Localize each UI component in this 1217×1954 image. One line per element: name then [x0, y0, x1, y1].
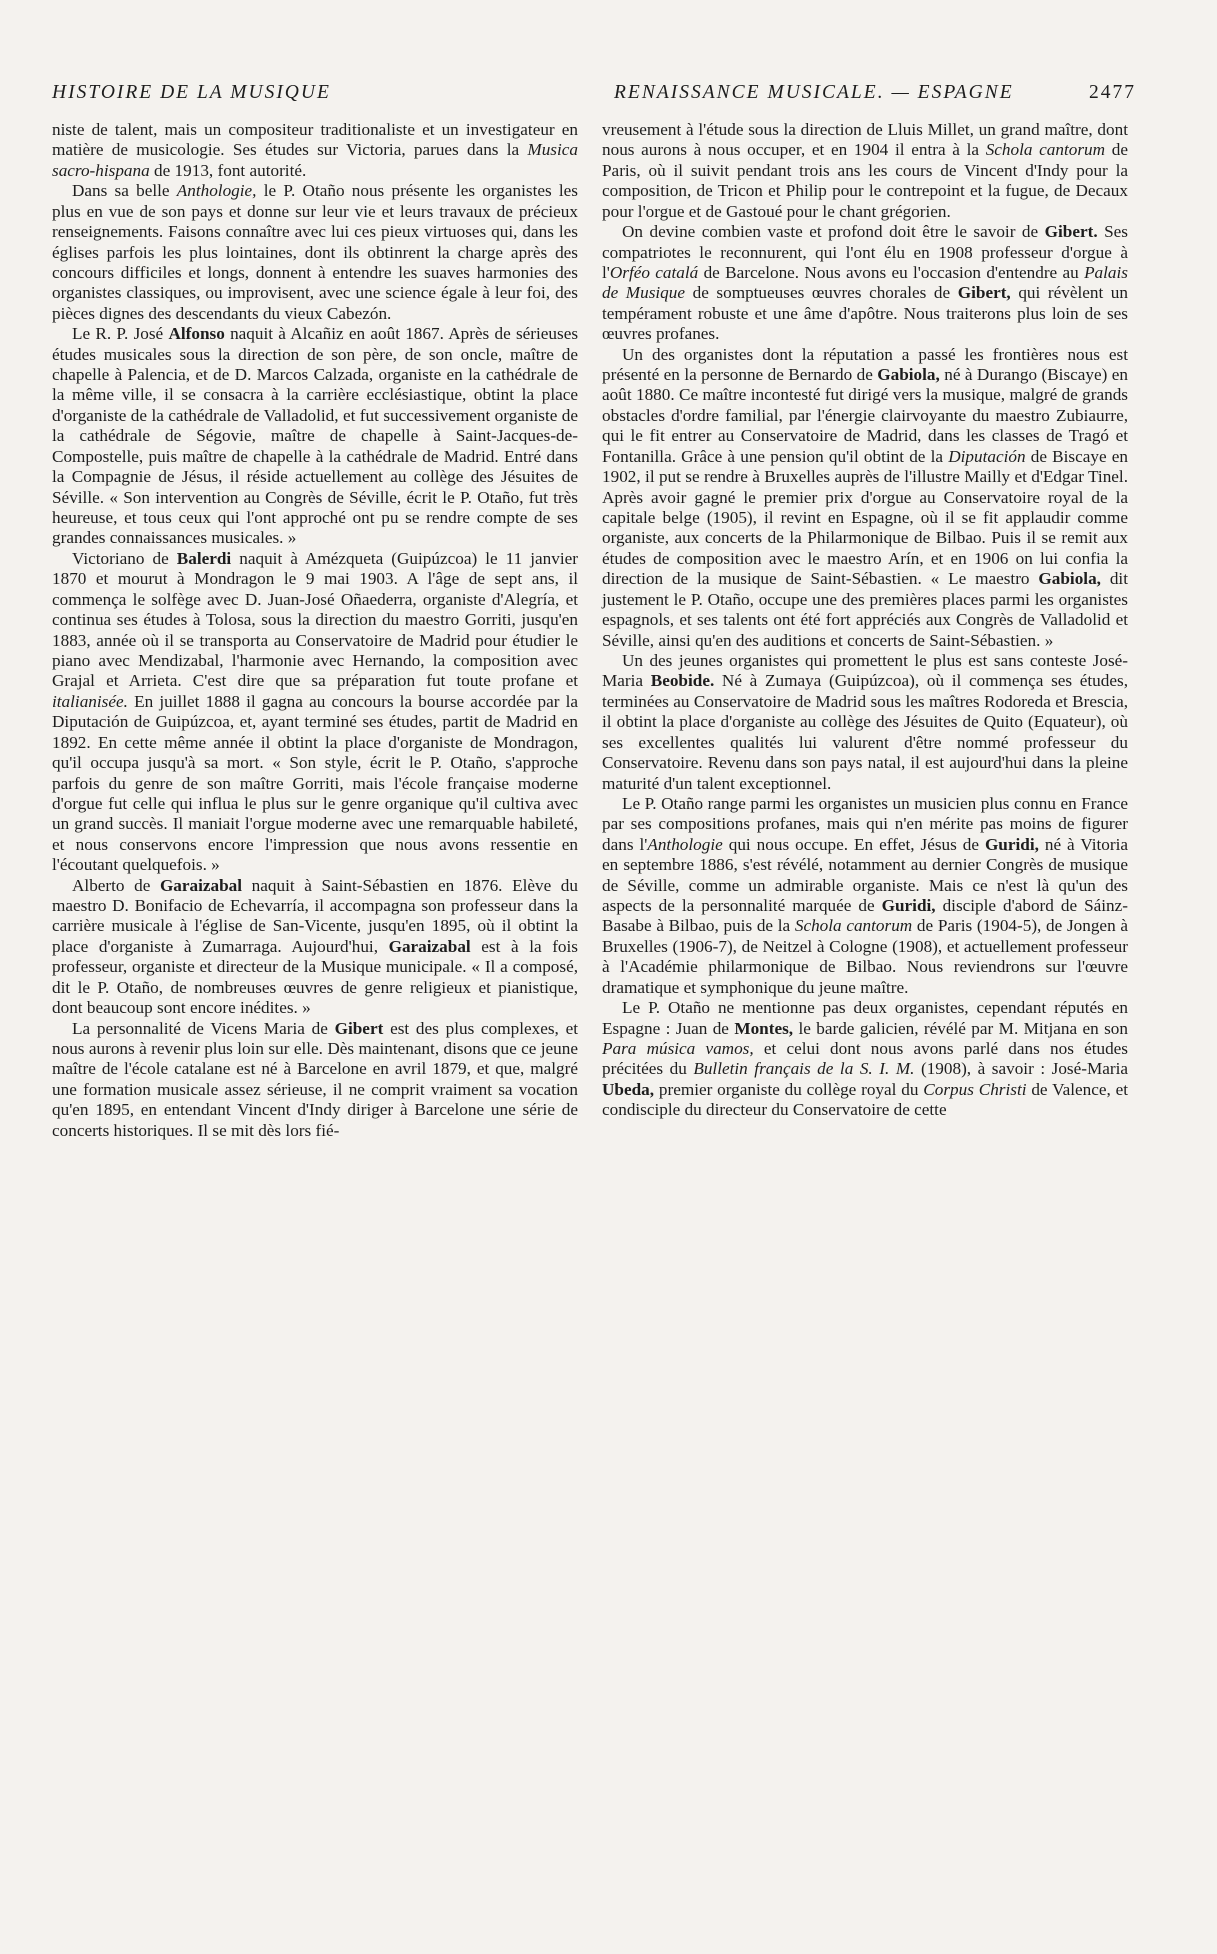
text-run: Le P. Otaño range parmi les organistes un musicien plus connu en France par ses compositions profanes, mais qui n'en mérite pas moins de figurer dans l'	[602, 793, 1128, 854]
bold-name: Gibert.	[1044, 222, 1098, 242]
bold-name: Beobide.	[650, 671, 715, 691]
running-head-left: HISTOIRE DE LA MUSIQUE	[52, 82, 331, 103]
bold-name: Ubeda,	[602, 1079, 655, 1099]
bold-name: Guridi,	[881, 896, 936, 916]
text-run: le P. Otaño nous présente les organistes les plus en vue de son pays et donne sur leur vie et leurs travaux de précieux renseignements. Faisons connaître avec lui ces pieux virtuoses qui, dans les églises parfois les plus lointaines, dont ils obtinrent la charge après des concours difficiles et longs, donnent à entendre les suaves harmonies des organistes classiques, ou improvisent, avec une science égale à leur foi, des pièces dignes des descendants du vieux Cabezón.	[52, 181, 578, 323]
text-run: naquit à Saint-Sébastien en 1876. Elève du maestro D. Bonifacio de Echevarría, il accompagna son professeur dans la carrière musicale à l'église de San-Vicente, jusqu'en 1895, où il obtint la place d'organiste à Zumarraga. Aujourd'hui,	[52, 875, 578, 956]
bold-name: Gabiola,	[1038, 569, 1101, 589]
paragraph	[602, 998, 1128, 1121]
text-run: est des plus complexes, et nous aurons à revenir plus loin sur elle. Dès maintenant, disons que ce jeune maître de l'école catalane est né à Barcelone en avril 1879, et que, malgré une formation musicale assez sérieuse, il ne comprit vraiment sa vocation qu'en 1895, en entendant Vincent d'Indy diriger à Barcelone une série de concerts historiques. Il se mit dès lors fié-	[52, 1018, 578, 1140]
bold-name: Garaizabal	[159, 875, 243, 895]
italic-text: Diputación	[948, 446, 1026, 466]
text-run: naquit à Alcañiz en août 1867. Après de sérieuses études musicales sous la direction de son père, de son oncle, maître de chapelle à Palencia, et de D. Marcos Calzada, organiste en la cathédrale de la même ville, il se consacra à la carrière ecclésiastique, obtint la place d'organiste de la cathédrale de Valladolid, et fut successivement organiste de la cathédrale de Ségovie, maître de chapelle à Saint-Jacques-de-Compostelle, puis maître de chapelle à la cathédrale de Madrid. Entré dans la Compagnie de Jésus, il réside actuellement au collège des Jésuites de Séville. « Son intervention au Congrès de Séville, écrit le P. Otaño, fut très heureuse, et tous ceux qui l'ont approché ont pu se rendre compte de ses grandes connaissances musicales. »	[52, 324, 579, 548]
italic-text: Para música vamos,	[602, 1038, 754, 1058]
text-run: En juillet 1888 il gagna au concours la bourse accordée par la Diputación de Guipúzcoa, et, ayant terminé ses études, partit de Madrid en 1892. En cette même année il obtint la place d'organiste de Mondragon, qu'il occupa jusqu'à sa mort. « Son style, écrit le P. Otaño, s'approche parfois du genre de son maître Gorriti, mais l'école française moderne d'orgue fut celle qui influa le plus sur le genre organique qu'il cultiva avec un grand succès. Il maniait l'orgue moderne avec une remarquable habileté, et nous conservons encore l'impression que nous avons ressentie en l'écoutant quelquefois. »	[52, 691, 578, 875]
paragraph	[52, 876, 578, 1019]
text-run: né à Durango (Biscaye) en août 1880. Ce maître incontesté fut dirigé vers la musique, malgré de grands obstacles d'ordre familial, par l'énergie clairvoyante du maestro Zubiaurre, qui le fit entrer au Conservatoire de Madrid, dans les classes de Tragó et Fontanilla. Grâce à une pension qu'il obtint de la	[602, 365, 1128, 466]
paragraph	[52, 324, 578, 549]
italic-text: Corpus Christi	[923, 1079, 1027, 1099]
bold-name: Alfonso	[168, 324, 225, 344]
text-run: disciple d'abord de Sáinz-Basabe à Bilbao, puis de la	[602, 896, 1128, 936]
text-run: naquit à Amézqueta (Guipúzcoa) le 11 janvier 1870 et mourut à Mondragon le 9 mai 1903. A l'âge de sept ans, il commença le solfège avec D. Juan-José Oñaederra, organiste d'Alegría, et continua ses études à Tolosa, sous la direction du maestro Gorriti, jusqu'en 1883, année où il se transporta au Conservatoire de Madrid pour étudier le piano avec Mendizabal, l'harmonie avec Hernando, la composition avec Grajal et Arrieta. C'est dire que sa préparation fut toute profane et	[52, 548, 578, 691]
text-run: (1908), à savoir : José-Maria	[914, 1059, 1129, 1079]
bold-name: Balerdi	[176, 548, 232, 568]
text-run: de Barcelone. Nous avons eu l'occasion d'entendre au	[698, 262, 1085, 282]
bold-name: Garaizabal	[388, 936, 471, 956]
paragraph	[52, 181, 578, 324]
italic-text: Musica sacro-hispana	[52, 140, 578, 180]
text-run: de Paris (1904-5), de Jongen à Bruxelles (1906-7), de Neitzel à Cologne (1908), et actuellement professeur à l'Académie philarmonique de Bilbao. Nous reviendrons sur l'œuvre dramatique et symphonique du jeune maître.	[602, 916, 1128, 997]
bold-name: Montes,	[734, 1018, 794, 1038]
paragraph	[602, 794, 1128, 998]
text-run: Un des organistes dont la réputation a passé les frontières nous est présenté en la personne de Bernardo de	[602, 344, 1128, 385]
text-run: de Valence, et condisciple du directeur du Conservatoire de cette	[602, 1079, 1128, 1120]
italic-text: Schola cantorum	[794, 916, 913, 936]
text-run: de 1913, font autorité.	[149, 160, 307, 180]
italic-text: Schola cantorum	[985, 140, 1106, 160]
text-run: La personnalité de Vicens Maria de	[72, 1018, 335, 1038]
bold-name: Gabiola,	[877, 365, 940, 385]
text-run: On devine combien vaste et profond doit être le savoir de	[622, 222, 1045, 242]
text-run: Le R. P. José	[72, 324, 169, 344]
text-run: et celui dont nous avons parlé dans nos études précitées du	[602, 1038, 1128, 1079]
paragraph	[602, 651, 1128, 794]
text-run: qui nous occupe. En effet, Jésus de	[722, 834, 985, 854]
text-run: Le P. Otaño ne mentionne pas deux organistes, cependant réputés en Espagne : Juan de	[602, 998, 1128, 1038]
text-run: Né à Zumaya (Guipúzcoa), où il commença ses études, terminées au Conservatoire de Madrid sous les maîtres Rodoreda et Brescia, il obtint la place d'organiste au collège des Jésuites de Quito (Equateur), où ses excellentes qualités lui valurent d'être nommé professeur du Conservatoire. Revenu dans son pays natal, il est aujourd'hui dans la pleine maturité d'un talent exceptionnel.	[602, 671, 1128, 793]
paragraph	[52, 549, 578, 876]
text-run: né à Vitoria en septembre 1886, s'est révélé, notamment au dernier Congrès de musique de Séville, comme un admirable organiste. Mais ce n'est là qu'un des aspects de la personnalité marquée de	[602, 834, 1128, 916]
text-run: de Paris, où il suivit pendant trois ans les cours de Vincent d'Indy pour la composition, de Tricon et Philip pour le contrepoint et la fugue, de Decaux pour l'orgue et de Gastoué pour le chant grégorien.	[602, 140, 1128, 221]
text-run: vreusement à l'étude sous la direction de Lluis Millet, un grand maître, dont nous aurons à nous occuper, et en 1904 il entra à la	[602, 120, 1128, 160]
italic-text: Orféo catalá	[609, 262, 699, 282]
bold-name: Gibert	[334, 1018, 384, 1038]
text-run: niste de talent, mais un compositeur traditionaliste et un investigateur en matière de musicologie. Ses études sur Victoria, parues dans la	[52, 120, 578, 160]
paragraph	[602, 222, 1128, 345]
running-head-right: RENAISSANCE MUSICALE. — ESPAGNE	[614, 82, 1014, 103]
text-run: est à la fois professeur, organiste et directeur de la Musique municipale. « Il a composé, dit le P. Otaño, de nombreuses œuvres de genre religieux et pianistique, dont beaucoup sont encore inédites. »	[52, 936, 578, 1018]
bold-name: Guridi,	[984, 834, 1039, 854]
italic-text: italianisée.	[52, 691, 128, 711]
text-run: de Biscaye en 1902, il put se rendre à Bruxelles auprès de l'illustre Mailly et d'Edgar Tinel. Après avoir gagné le premier prix d'orgue au Conservatoire royal de la capitale belge (1905), il revint en Espagne, où il se fit applaudir comme organiste, aux concerts de la Philarmonique de Bilbao. Puis il se remit aux études de composition avec le maestro Arín, et en 1906 on lui confia la direction de la musique de Saint-Sébastien. « Le maestro	[602, 446, 1129, 589]
italic-text: Bulletin français de la S. I. M.	[693, 1059, 915, 1079]
text-run: Ses compatriotes le reconnurent, qui l'ont élu en 1908 professeur d'orgue à l'	[602, 222, 1128, 282]
text-run: Victoriano de	[72, 548, 177, 568]
text-run: qui révèlent un tempérament robuste et une âme d'apôtre. Nous traiterons plus loin de ses œuvres profanes.	[602, 283, 1128, 344]
text-run: le barde galicien, révélé par M. Mitjana en son	[793, 1018, 1128, 1038]
paragraph	[52, 1019, 578, 1142]
paragraph	[602, 345, 1128, 651]
left-column	[52, 120, 578, 1141]
paragraph	[602, 120, 1128, 222]
text-run: premier organiste du collège royal du	[654, 1079, 924, 1099]
paragraph	[52, 120, 578, 181]
bold-name: Gibert,	[957, 283, 1011, 303]
right-column	[602, 120, 1128, 1121]
text-run: de somptueuses œuvres chorales de	[685, 283, 958, 303]
page-number: 2477	[1089, 82, 1136, 103]
text-run: dit justement le P. Otaño, occupe une des premières places parmi les organistes espagnols, et ses talents ont été fort appréciés aux Congrès de Valladolid et Séville, ainsi qu'en des auditions et concerts de Saint-Sébastien. »	[602, 569, 1128, 650]
text-run: Dans sa belle	[72, 181, 177, 201]
italic-text: Palais de Musique	[602, 262, 1128, 303]
italic-text: Anthologie	[647, 834, 723, 854]
text-run: Alberto de	[72, 875, 160, 895]
italic-text: Anthologie,	[176, 181, 257, 201]
running-head	[52, 82, 1136, 108]
text-run: Un des jeunes organistes qui promettent le plus est sans conteste José-Maria	[602, 650, 1128, 691]
